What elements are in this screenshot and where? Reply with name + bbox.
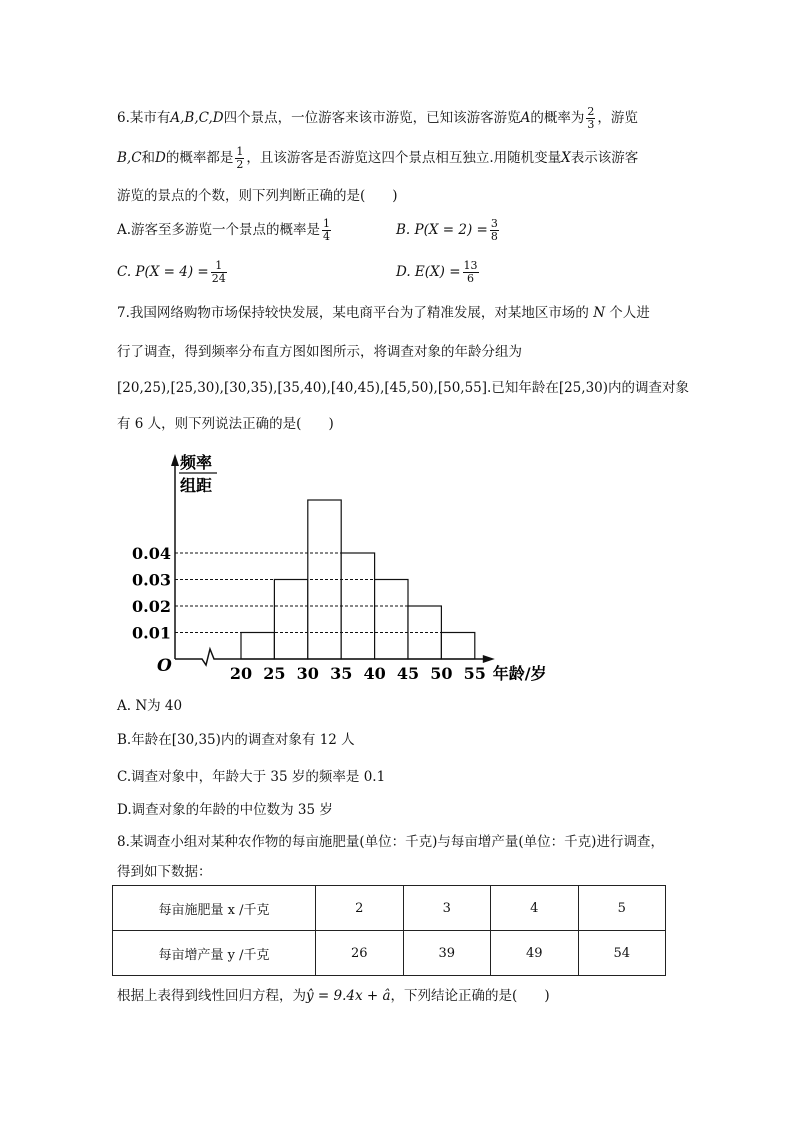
table-cell: 4 xyxy=(491,886,579,931)
x-axis-arrow xyxy=(483,655,495,663)
table-row xyxy=(113,886,666,931)
x-tick-label: 55 xyxy=(463,664,486,683)
x-tick-label: 40 xyxy=(363,664,386,683)
table-row xyxy=(113,931,666,976)
x-tick-label: 45 xyxy=(396,664,420,683)
histogram-bar xyxy=(375,580,408,660)
q6-option-a-text: A.游客至多游览一个景点的概率是 xyxy=(117,222,321,238)
q6-text: 的概率都是 xyxy=(165,150,234,166)
table-cell: 3 xyxy=(403,886,491,931)
q6-text: 表示该游客 xyxy=(570,150,639,166)
q7-group: [25,30) xyxy=(558,380,609,396)
q7-text: 个人进 xyxy=(609,305,650,321)
q6-spots: A,B,C,D xyxy=(170,110,224,126)
x-tick-label: 20 xyxy=(229,664,253,683)
q7-option-b-text: B.年龄在 xyxy=(117,732,172,748)
q7-line3 xyxy=(117,378,689,398)
q6-var-x: X xyxy=(561,150,571,166)
y-tick-label: 0.03 xyxy=(132,570,171,590)
y-tick-label: 0.02 xyxy=(132,597,171,616)
q6-line3: 游览的景点的个数，则下列判断正确的是( ) xyxy=(117,188,398,204)
table-cell: 5 xyxy=(578,886,666,931)
x-axis-label: 年龄/岁 xyxy=(492,664,547,683)
q6-line2 xyxy=(117,146,638,171)
histogram-chart xyxy=(124,446,547,691)
x-tick-label: 35 xyxy=(330,664,353,683)
fraction-1-24: $\frac{1}{24}$ xyxy=(211,259,226,285)
q8-text: ，下列结论正确的是( ) xyxy=(390,988,550,1004)
fraction-13-6: $\frac{13}{6}$ xyxy=(463,259,478,285)
q8-line3 xyxy=(117,986,550,1006)
x-tick-label: 50 xyxy=(430,664,453,683)
q7-option-b xyxy=(117,730,355,750)
q8-line1: 8.某调查小组对某种农作物的每亩施肥量(单位：千克)与每亩增产量(单位：千克)进行调查， xyxy=(117,834,664,850)
q7-option-b-text: 内的调查对象有 12 人 xyxy=(220,732,355,748)
q6-text: ，游览 xyxy=(597,110,638,126)
q6-text: 四个景点，一位游客来该市游览，已知该游客游览 xyxy=(223,110,521,126)
fraction-3-8: $\frac{3}{8}$ xyxy=(490,217,498,243)
q8-text: 根据上表得到线性回归方程，为 xyxy=(117,988,306,1004)
table-cell: 39 xyxy=(403,931,491,976)
q6-option-d xyxy=(396,260,481,285)
table-row-label: 每亩施肥量 x /千克 xyxy=(113,886,316,931)
q7-option-d: D.调查对象的年龄的中位数为 35 岁 xyxy=(117,802,333,818)
q7-text: 7.我国网络购物市场保持较快发展，某电商平台为了精准发展，对某地区市场的 xyxy=(117,305,589,321)
fraction-2-3: $\frac{2}{3}$ xyxy=(587,105,595,131)
q6-spots: B,C xyxy=(117,150,142,166)
y-tick-label: 0.04 xyxy=(132,544,171,563)
q6-text: ，且该游客是否游览这四个景点相互独立.用随机变量 xyxy=(246,150,562,166)
q6-spot-a: A xyxy=(520,110,531,126)
q6-text: 6.某市有 xyxy=(117,110,171,126)
origin-label: O xyxy=(157,656,172,676)
q6-option-b-text: B. P(X = 2) = xyxy=(396,222,488,238)
q6-spot-d: D xyxy=(155,150,166,166)
table-cell: 54 xyxy=(578,931,666,976)
q6-option-a xyxy=(117,218,333,243)
data-table xyxy=(112,885,666,976)
y-tick-label: 0.01 xyxy=(132,623,171,643)
q6-option-b xyxy=(396,218,501,243)
q7-option-b-group: [30,35) xyxy=(171,732,221,748)
y-axis-label-bottom: 组距 xyxy=(180,476,213,495)
q7-age-groups: [20,25),[25,30),[30,35),[35,40),[40,45),[45,50),[50,55] xyxy=(117,380,488,396)
q7-option-a: A. N为 40 xyxy=(117,698,183,714)
q7-text: 内的调查对象 xyxy=(608,380,690,396)
q6-text: 和 xyxy=(141,150,156,166)
q7-line1 xyxy=(117,303,650,323)
q6-option-c xyxy=(117,260,229,285)
q7-line2: 行了调查，得到频率分布直方图如图所示，将调查对象的年龄分组为 xyxy=(117,344,522,360)
q7-var-n: N xyxy=(593,305,605,321)
x-tick-label: 25 xyxy=(263,664,286,683)
q7-line4: 有 6 人，则下列说法正确的是( ) xyxy=(117,416,334,432)
table-cell: 26 xyxy=(316,931,404,976)
y-axis-arrow xyxy=(171,454,179,466)
table-row-label: 每亩增产量 y /千克 xyxy=(113,931,316,976)
q6-line1 xyxy=(117,106,638,131)
histogram-bar xyxy=(241,633,274,660)
x-tick-label: 30 xyxy=(296,664,319,683)
q7-option-c: C.调查对象中，年龄大于 35 岁的频率是 0.1 xyxy=(117,769,386,785)
q6-text: 的概率为 xyxy=(530,110,585,126)
histogram-bar xyxy=(441,633,474,660)
fraction-1-2: $\frac{1}{2}$ xyxy=(236,145,244,171)
regression-equation: ŷ = 9.4x + â xyxy=(306,988,391,1004)
histogram-bar xyxy=(274,580,307,660)
fraction-1-4: $\frac{1}{4}$ xyxy=(323,217,331,243)
q7-text: .已知年龄在 xyxy=(487,380,559,396)
y-axis-label-top: 频率 xyxy=(180,453,213,472)
q8-line2: 得到如下数据： xyxy=(117,864,212,880)
q6-option-d-text: D. E(X) = xyxy=(396,264,461,280)
table-cell: 49 xyxy=(491,931,579,976)
q6-option-c-text: C. P(X = 4) = xyxy=(117,264,209,280)
table-cell: 2 xyxy=(316,886,404,931)
